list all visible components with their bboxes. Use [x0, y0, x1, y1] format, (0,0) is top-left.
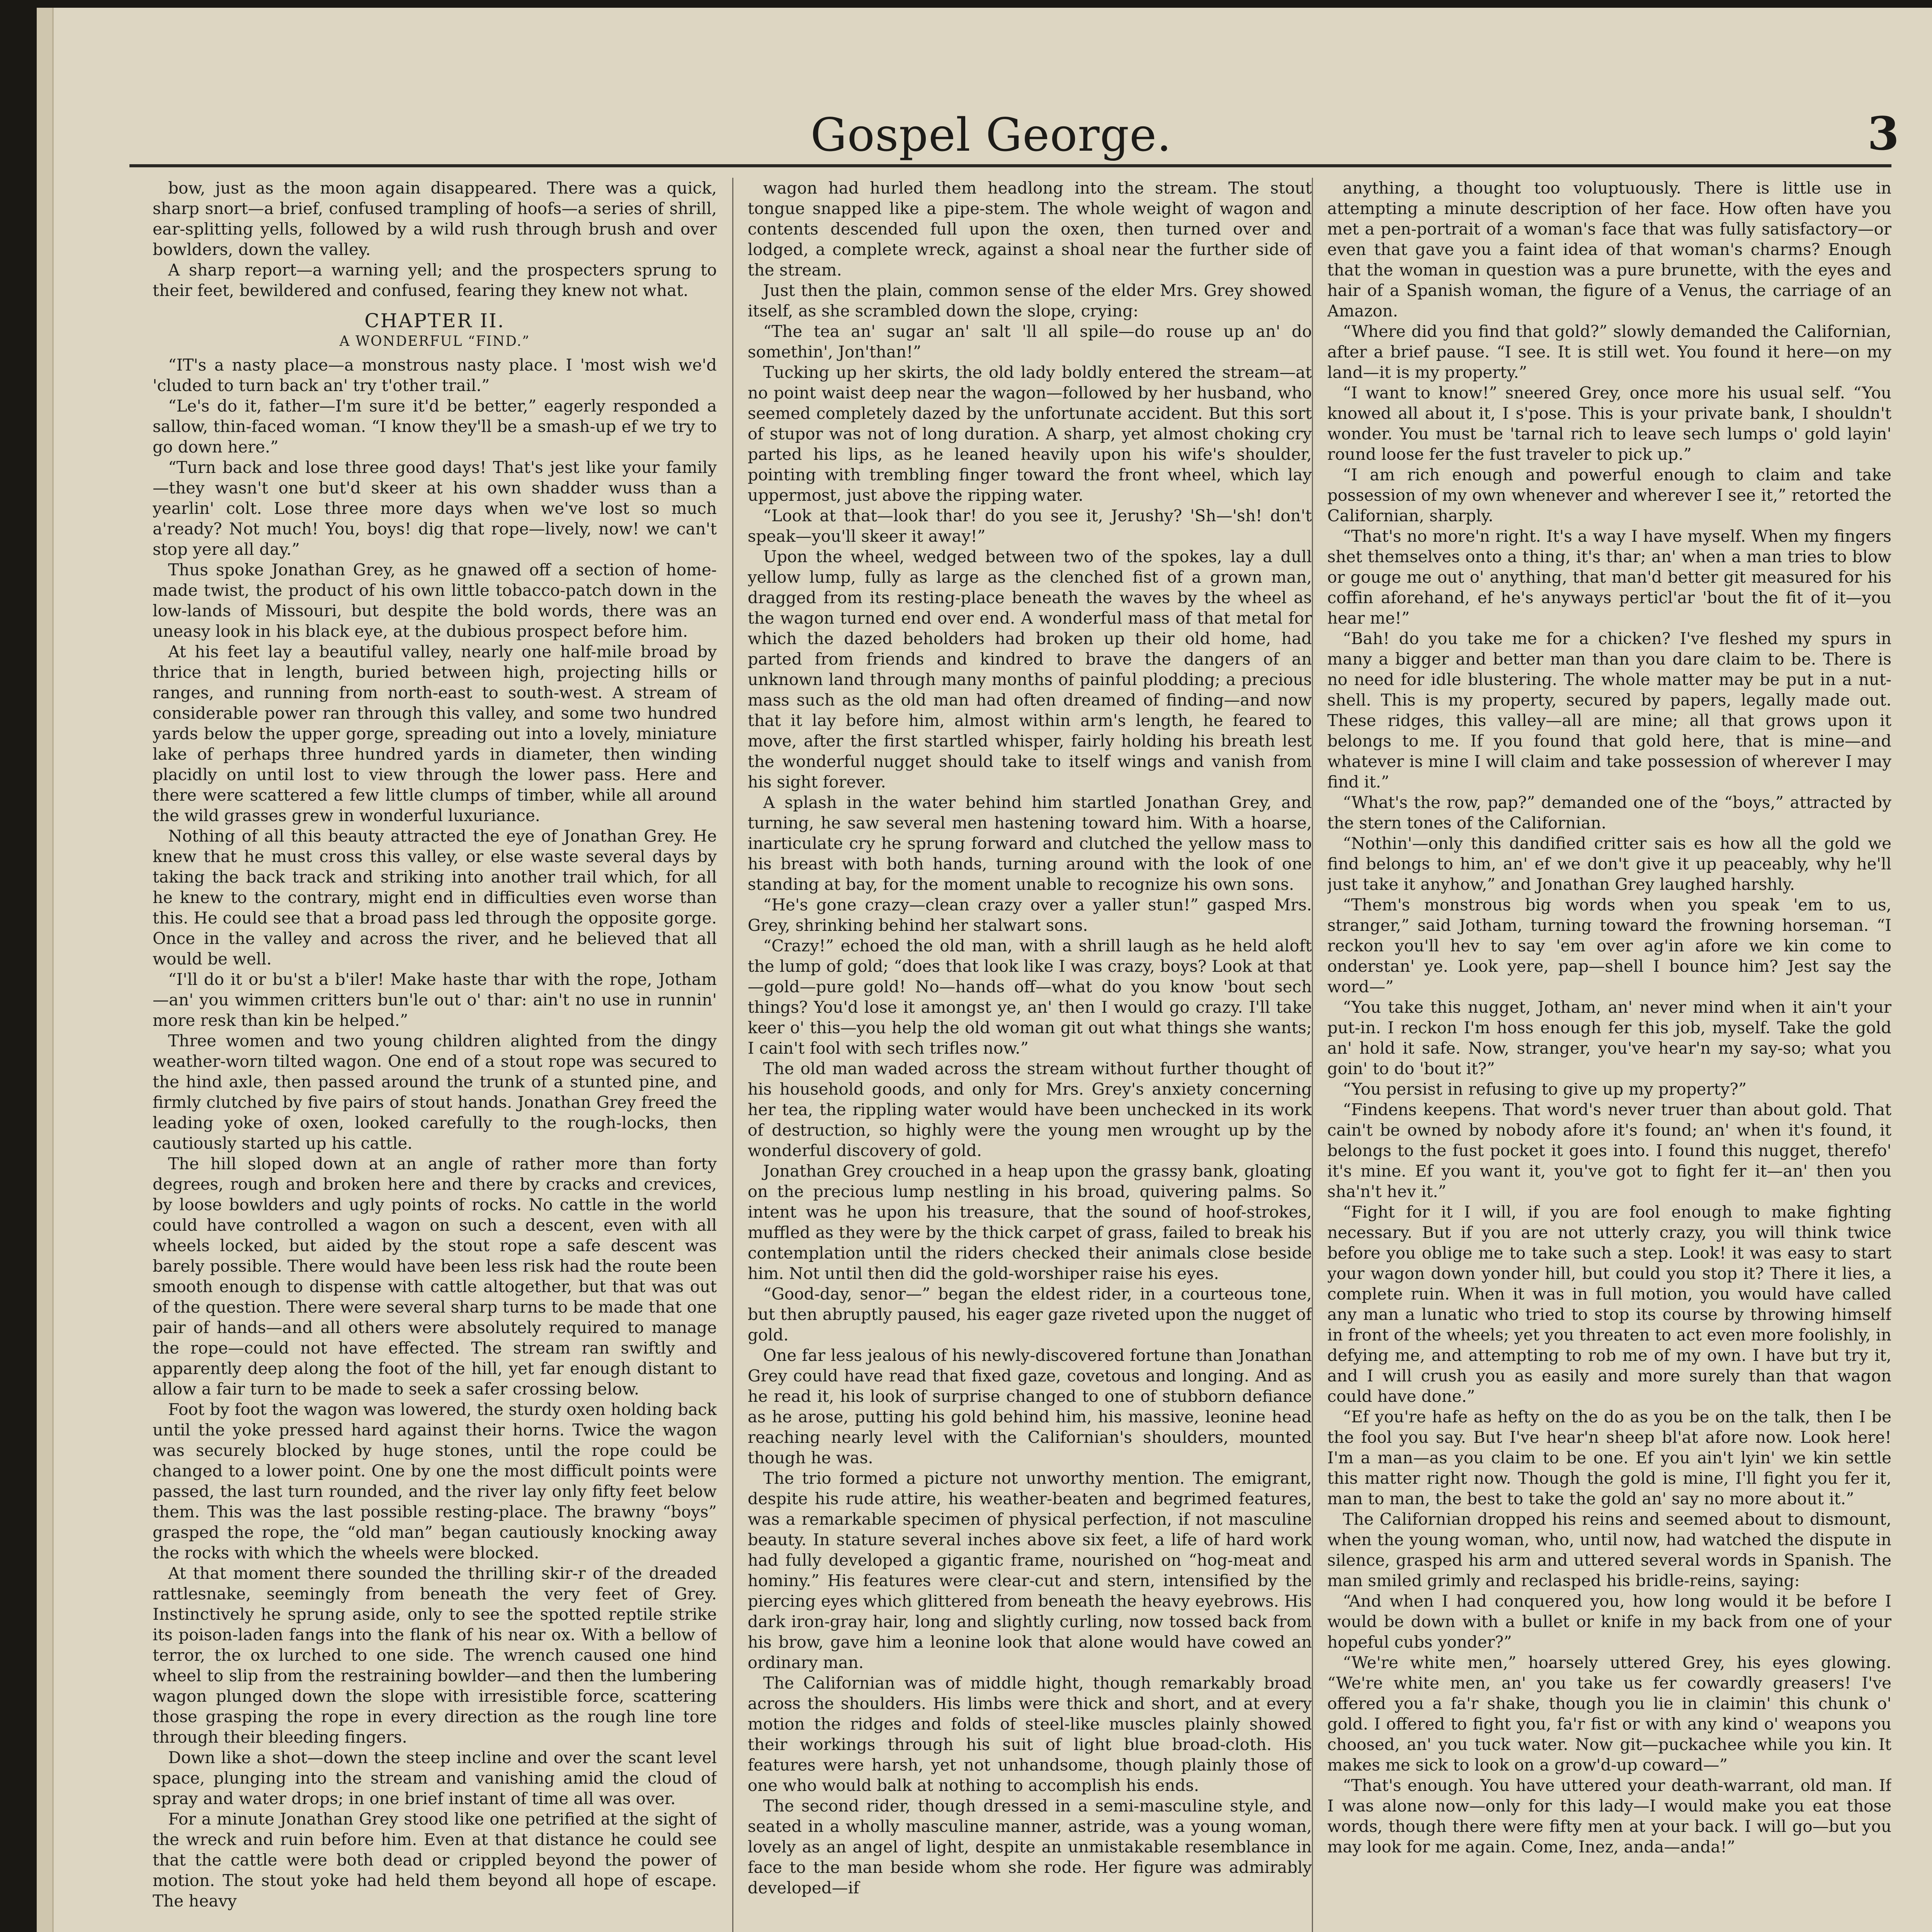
- paragraph: Thus spoke Jonathan Grey, as he gnawed off a section of home-made twist, the product of his own little tobacco-patch down in the low-lands of Missouri, but despite the bold words, there was an uneasy look in his black eye, at the dubious prospect before him.: [153, 560, 717, 641]
- paragraph: “And when I had conquered you, how long would it be before I would be down with a bullet or knife in my back from one of your hopeful cubs yonder?”: [1327, 1592, 1891, 1651]
- paragraph: bow, just as the moon again disappeared. There was a quick, sharp snort—a brief, confused trampling of hoofs—a series of shrill, ear-splitting yells, followed by a wild rush through brush and over bowlders, down the valley.: [153, 179, 717, 259]
- paragraph: “He's gone crazy—clean crazy over a yaller stun!” gasped Mrs. Grey, shrinking behind her stalwart sons.: [748, 895, 1312, 935]
- paragraph: Jonathan Grey crouched in a heap upon the grassy bank, gloating on the precious lump nestling in his broad, quivering palms. So intent was he upon his treasure, that the sound of hoof-strokes, muffled as they were by the thick carpet of grass, failed to break his contemplation until the riders checked their animals close beside him. Not until then did the gold-worshiper raise his eyes.: [748, 1162, 1312, 1283]
- paragraph: The hill sloped down at an angle of rather more than forty degrees, rough and broken here and there by cracks and crevices, by loose bowlders and ugly points of rocks. No cattle in the world could have controlled a wagon on such a descent, even with all wheels locked, but aided by the stout rope a safe descent was barely possible. There would have been less risk had the route been smooth enough to dispense with cattle altogether, but that was out of the question. There were several sharp turns to be made that one pair of hands—and all others were absolutely required to manage the rope—could not have effected. The stream ran swiftly and apparently deep along the foot of the hill, yet far enough distant to allow a fair turn to be made to seek a safer crossing below.: [153, 1154, 717, 1398]
- paragraph: wagon had hurled them headlong into the stream. The stout tongue snapped like a pipe-stem. The whole weight of wagon and contents descended full upon the oxen, then turned over and lodged, a complete wreck, against a shoal near the further side of the stream.: [748, 179, 1312, 279]
- paragraph: “Nothin'—only this dandified critter sais es how all the gold we find belongs to him, an' ef we don't give it up peaceably, why he'll just take it anyhow,” and Jonathan Grey laughed harshly.: [1327, 834, 1891, 894]
- paragraph: Three women and two young children alighted from the dingy weather-worn tilted wagon. One end of a stout rope was secured to the hind axle, then passed around the trunk of a stunted pine, and firmly clutched by five pairs of stout hands. Jonathan Grey freed the leading yoke of oxen, looked carefully to the rough-locks, then cautiously started up his cattle.: [153, 1031, 717, 1153]
- paragraph: The trio formed a picture not unworthy mention. The emigrant, despite his rude attire, his weather-beaten and begrimed features, was a remarkable specimen of physical perfection, if not masculine beauty. In stature several inches above six feet, a life of hard work had fully developed a gigantic frame, nourished on “hog-meat and hominy.” His features were clear-cut and stern, intensified by the piercing eyes which glittered from beneath the heavy eyebrows. His dark iron-gray hair, long and slightly curling, now tossed back from his brow, gave him a leonine look that alone would have cowed an ordinary man.: [748, 1469, 1312, 1672]
- paragraph: One far less jealous of his newly-discovered fortune than Jonathan Grey could have read that fixed gaze, covetous and longing. And as he read it, his look of surprise changed to one of stubborn defiance as he arose, putting his gold behind him, his massive, leonine head reaching nearly level with the Californian's shoulders, mounted though he was.: [748, 1346, 1312, 1467]
- paragraph: “That's no more'n right. It's a way I have myself. When my fingers shet themselves onto a thing, it's thar; an' when a man tries to blow or gouge me out o' anything, that man'd better git measured for his coffin aforehand, ef he's anyways perticl'ar 'bout the fit of it—you hear me!”: [1327, 527, 1891, 628]
- column-divider: [732, 178, 733, 1932]
- paragraph: “I want to know!” sneered Grey, once more his usual self. “You knowed all about it, I s'pose. This is your private bank, I shouldn't wonder. You must be 'tarnal rich to leave sech lumps o' gold layin' round loose fer the fust traveler to pick up.”: [1327, 383, 1891, 464]
- paragraph: “IT's a nasty place—a monstrous nasty place. I 'most wish we'd 'cluded to turn back an' try t'other trail.”: [153, 355, 717, 395]
- paragraph: “Good-day, senor—” began the eldest rider, in a courteous tone, but then abruptly paused, his eager gaze riveted upon the nugget of gold.: [748, 1284, 1312, 1344]
- paragraph: “The tea an' sugar an' salt 'll all spile—do rouse up an' do somethin', Jon'than!”: [748, 322, 1312, 361]
- paragraph: The Californian dropped his reins and seemed about to dismount, when the young woman, who, until now, had watched the dispute in silence, grasped his arm and uttered several words in Spanish. The man smiled grimly and reclasped his bridle-reins, saying:: [1327, 1510, 1891, 1590]
- running-title: Gospel George.: [810, 108, 1172, 162]
- paragraph: “Le's do it, father—I'm sure it'd be better,” eagerly responded a sallow, thin-faced woman. “I know they'll be a smash-up ef we try to go down here.”: [153, 396, 717, 456]
- paragraph: Foot by foot the wagon was lowered, the sturdy oxen holding back until the yoke pressed hard against their horns. Twice the wagon was securely blocked by huge stones, until the rope could be changed to a lower point. One by one the most difficult points were passed, the last turn rounded, and the river lay only fifty feet below them. This was the last possible resting-place. The brawny “boys” grasped the rope, the “old man” began cautiously knocking away the rocks with which the wheels were blocked.: [153, 1400, 717, 1562]
- paragraph: The Californian was of middle hight, though remarkably broad across the shoulders. His limbs were thick and short, and at every motion the ridges and folds of steel-like muscles plainly showed their workings through his suit of light blue broad-cloth. His features were harsh, yet not unhandsome, though plainly those of one who would balk at nothing to accomplish his ends.: [748, 1673, 1312, 1795]
- paragraph: A sharp report—a warning yell; and the prospecters sprung to their feet, bewildered and confused, fearing they knew not what.: [153, 260, 717, 300]
- paragraph: At that moment there sounded the thrilling skir-r of the dreaded rattlesnake, seemingly from beneath the very feet of Grey. Instinctively he sprung aside, only to see the spotted reptile strike its poison-laden fangs into the flank of his near ox. With a bellow of terror, the ox lurched to one side. The wrench caused one hind wheel to slip from the restraining bowlder—and then the lumbering wagon plunged down the slope with irresistible force, scattering those grasping the rope in every direction as the rough line tore through their bleeding fingers.: [153, 1564, 717, 1747]
- paragraph: Tucking up her skirts, the old lady boldly entered the stream—at no point waist deep near the wagon—followed by her husband, who seemed completely dazed by the unfortunate accident. But this sort of stupor was not of long duration. A sharp, yet almost choking cry parted his lips, as he leaned heavily upon his wife's shoulder, pointing with trembling finger toward the front wheel, which lay uppermost, just above the ripping water.: [748, 363, 1312, 505]
- paragraph: At his feet lay a beautiful valley, nearly one half-mile broad by thrice that in length, buried between high, projecting hills or ranges, and running from north-east to south-west. A stream of considerable power ran through this valley, and some two hundred yards below the upper gorge, spreading out into a lovely, miniature lake of perhaps three hundred yards in diameter, then winding placidly on until lost to view through the lower pass. Here and there were scattered a few little clumps of timber, while all around the wild grasses grew in wonderful luxuriance.: [153, 642, 717, 825]
- paragraph: “I'll do it or bu'st a b'iler! Make haste thar with the rope, Jotham—an' you wimmen critters bun'le out o' thar: ain't no use in runnin' more resk than kin be helped.”: [153, 970, 717, 1030]
- paragraph: “Look at that—look thar! do you see it, Jerushy? 'Sh—'sh! don't speak—you'll skeer it away!”: [748, 506, 1312, 546]
- paragraph: “Where did you find that gold?” slowly demanded the Californian, after a brief pause. “I see. It is still wet. You found it here—on my land—it is my property.”: [1327, 322, 1891, 382]
- paragraph: “Bah! do you take me for a chicken? I've fleshed my spurs in many a bigger and better man than you dare claim to be. There is no need for idle blustering. The whole matter may be put in a nut-shell. This is my property, secured by papers, legally made out. These ridges, this valley—all are mine; all that grows upon it belongs to me. If you found that gold here, that is mine—and whatever is mine I will claim and take possession of wherever I may find it.”: [1327, 629, 1891, 791]
- paragraph: Just then the plain, common sense of the elder Mrs. Grey showed itself, as she scrambled down the slope, crying:: [748, 281, 1312, 320]
- chapter-subheading: A WONDERFUL “FIND.”: [339, 333, 530, 349]
- page-header: [83, 104, 1899, 162]
- paragraph: Nothing of all this beauty attracted the eye of Jonathan Grey. He knew that he must cross this valley, or else waste several days by taking the back track and striking into another trail which, for all he knew to the contrary, might end in difficulties even worse than this. He could see that a broad pass led through the opposite gorge. Once in the valley and across the river, and he believed that all would be well.: [153, 827, 717, 968]
- paragraph: For a minute Jonathan Grey stood like one petrified at the sight of the wreck and ruin before him. Even at that distance he could see that the cattle were both dead or crippled beyond the power of motion. The stout yoke had held them beyond all hope of escape. The heavy: [153, 1810, 717, 1910]
- paragraph: “I am rich enough and powerful enough to claim and take possession of my own whenever and wherever I see it,” retorted the Californian, sharply.: [1327, 465, 1891, 525]
- paragraph: “What's the row, pap?” demanded one of the “boys,” attracted by the stern tones of the Californian.: [1327, 793, 1891, 832]
- paragraph: A splash in the water behind him startled Jonathan Grey, and turning, he saw several men hastening toward him. With a hoarse, inarticulate cry he sprung forward and clutched the yellow mass to his breast with both hands, turning around with the look of one standing at bay, for the moment unable to recognize his own sons.: [748, 793, 1312, 894]
- text-column-3: [1327, 178, 1891, 1932]
- paragraph: Upon the wheel, wedged between two of the spokes, lay a dull yellow lump, fully as large as the clenched fist of a grown man, dragged from its resting-place beneath the waves by the wheel as the wagon turned end over end. A wonderful mass of that metal for which the dazed beholders had broken up their old home, had parted from friends and kindred to brave the dangers of an unknown land through many months of painful plodding; a precious mass such as the old man had often dreamed of finding—and now that it lay before him, almost within arm's length, he feared to move, after the first startled whisper, fairly holding his breath lest the wonderful nugget should take to itself wings and vanish from his sight forever.: [748, 547, 1312, 791]
- text-column-1: [153, 178, 717, 1932]
- column-divider: [1312, 178, 1313, 1932]
- paragraph: Down like a shot—down the steep incline and over the scant level space, plunging into the stream and vanishing amid the cloud of spray and water drops; in one brief instant of time all was over.: [153, 1748, 717, 1808]
- paragraph: “You persist in refusing to give up my property?”: [1343, 1080, 1747, 1099]
- paragraph: anything, a thought too voluptuously. There is little use in attempting a minute description of her face. How often have you met a pen-portrait of a woman's face that was fully satisfactory—or even that gave you a faint idea of that woman's charms? Enough that the woman in question was a pure brunette, with the eyes and hair of a Spanish woman, the figure of a Venus, the carriage of an Amazon.: [1327, 179, 1891, 320]
- paragraph: “That's enough. You have uttered your death-warrant, old man. If I was alone now—only for this lady—I would make you eat those words, though there were fifty men at your back. I will go—but you may look for me again. Come, Inez, anda—anda!”: [1327, 1776, 1891, 1856]
- paragraph: “Them's monstrous big words when you speak 'em to us, stranger,” said Jotham, turning toward the frowning horseman. “I reckon you'll hev to say 'em over ag'in afore we kin come to onderstan' ye. Look yere, pap—shell I bounce him? Jest say the word—”: [1327, 895, 1891, 996]
- paragraph: “Ef you're hafe as hefty on the do as you be on the talk, then I be the fool you say. But I've hear'n sheep bl'at afore now. Look here! I'm a man—as you claim to be one. Ef you ain't lyin' we kin settle this matter right now. Though the gold is mine, I'll fight you fer it, man to man, the best to take the gold an' say no more about it.”: [1327, 1407, 1891, 1508]
- newspaper-page: [37, 8, 1932, 1932]
- binding-edge: [37, 8, 54, 1932]
- header-rule: [129, 164, 1891, 167]
- paragraph: “You take this nugget, Jotham, an' never mind when it ain't your put-in. I reckon I'm hoss enough fer this job, myself. Take the gold an' hold it safe. Now, stranger, you've hear'n my say-so; what you goin' to do 'bout it?”: [1327, 998, 1891, 1078]
- paragraph: “Turn back and lose three good days! That's jest like your family—they wasn't one but'd skeer at his own shadder wuss than a yearlin' colt. Lose three more days when we've lost so much a'ready? Not much! You, boys! dig that rope—lively, now! we can't stop yere all day.”: [153, 458, 717, 559]
- paragraph: “Findens keepens. That word's never truer than about gold. That cain't be owned by nobody afore it's found; an' when it's found, it belongs to the fust pocket it goes into. I found this nugget, therefo' it's mine. Ef you want it, you've got to fight fer it—an' then you sha'n't hev it.”: [1327, 1100, 1891, 1201]
- text-column-2: [748, 178, 1312, 1932]
- paragraph: “We're white men,” hoarsely uttered Grey, his eyes glowing. “We're white men, an' you take us fer cowardly greasers! I've offered you a fa'r shake, though you lie in claimin' this chunk o' gold. I offered to fight you, fa'r fist or with any kind o' weapons you choosed, an' you tuck water. Now git—puckachee while you kin. It makes me sick to look on a grow'd-up coward—”: [1327, 1653, 1891, 1774]
- paragraph: “Fight for it I will, if you are fool enough to make fighting necessary. But if you are not utterly crazy, you will think twice before you oblige me to take such a step. Look! it was easy to start your wagon down yonder hill, but could you stop it? There it lies, a complete ruin. When it was in full motion, you would have called any man a lunatic who tried to stop its course by throwing himself in front of the wheels; yet you threaten to act even more foolishly, in defying me, and attempting to rob me of my own. I have but try it, and I will crush you as easily and more surely than that wagon could have done.”: [1327, 1202, 1891, 1406]
- page-number: 3: [1867, 107, 1899, 160]
- paragraph: The old man waded across the stream without further thought of his household goods, and only for Mrs. Grey's anxiety concerning her tea, the rippling water would have been unchecked in its work of destruction, so highly were the young men wrought up by the wonderful discovery of gold.: [748, 1059, 1312, 1160]
- paragraph: “Crazy!” echoed the old man, with a shrill laugh as he held aloft the lump of gold; “does that look like I was crazy, boys? Look at that—gold—pure gold! No—hands off—what do you know 'bout sech things? You'd lose it amongst ye, an' then I would go crazy. I'll take keer o' this—you help the old woman git out what things she wants; I cain't fool with sech trifles now.”: [748, 936, 1312, 1058]
- paragraph: The second rider, though dressed in a semi-masculine style, and seated in a wholly masculine manner, astride, was a young woman, lovely as an angel of light, despite an unmistakable resemblance in face to the man beside whom she rode. Her figure was admirably developed—if: [748, 1796, 1312, 1897]
- chapter-heading: CHAPTER II.: [364, 310, 505, 332]
